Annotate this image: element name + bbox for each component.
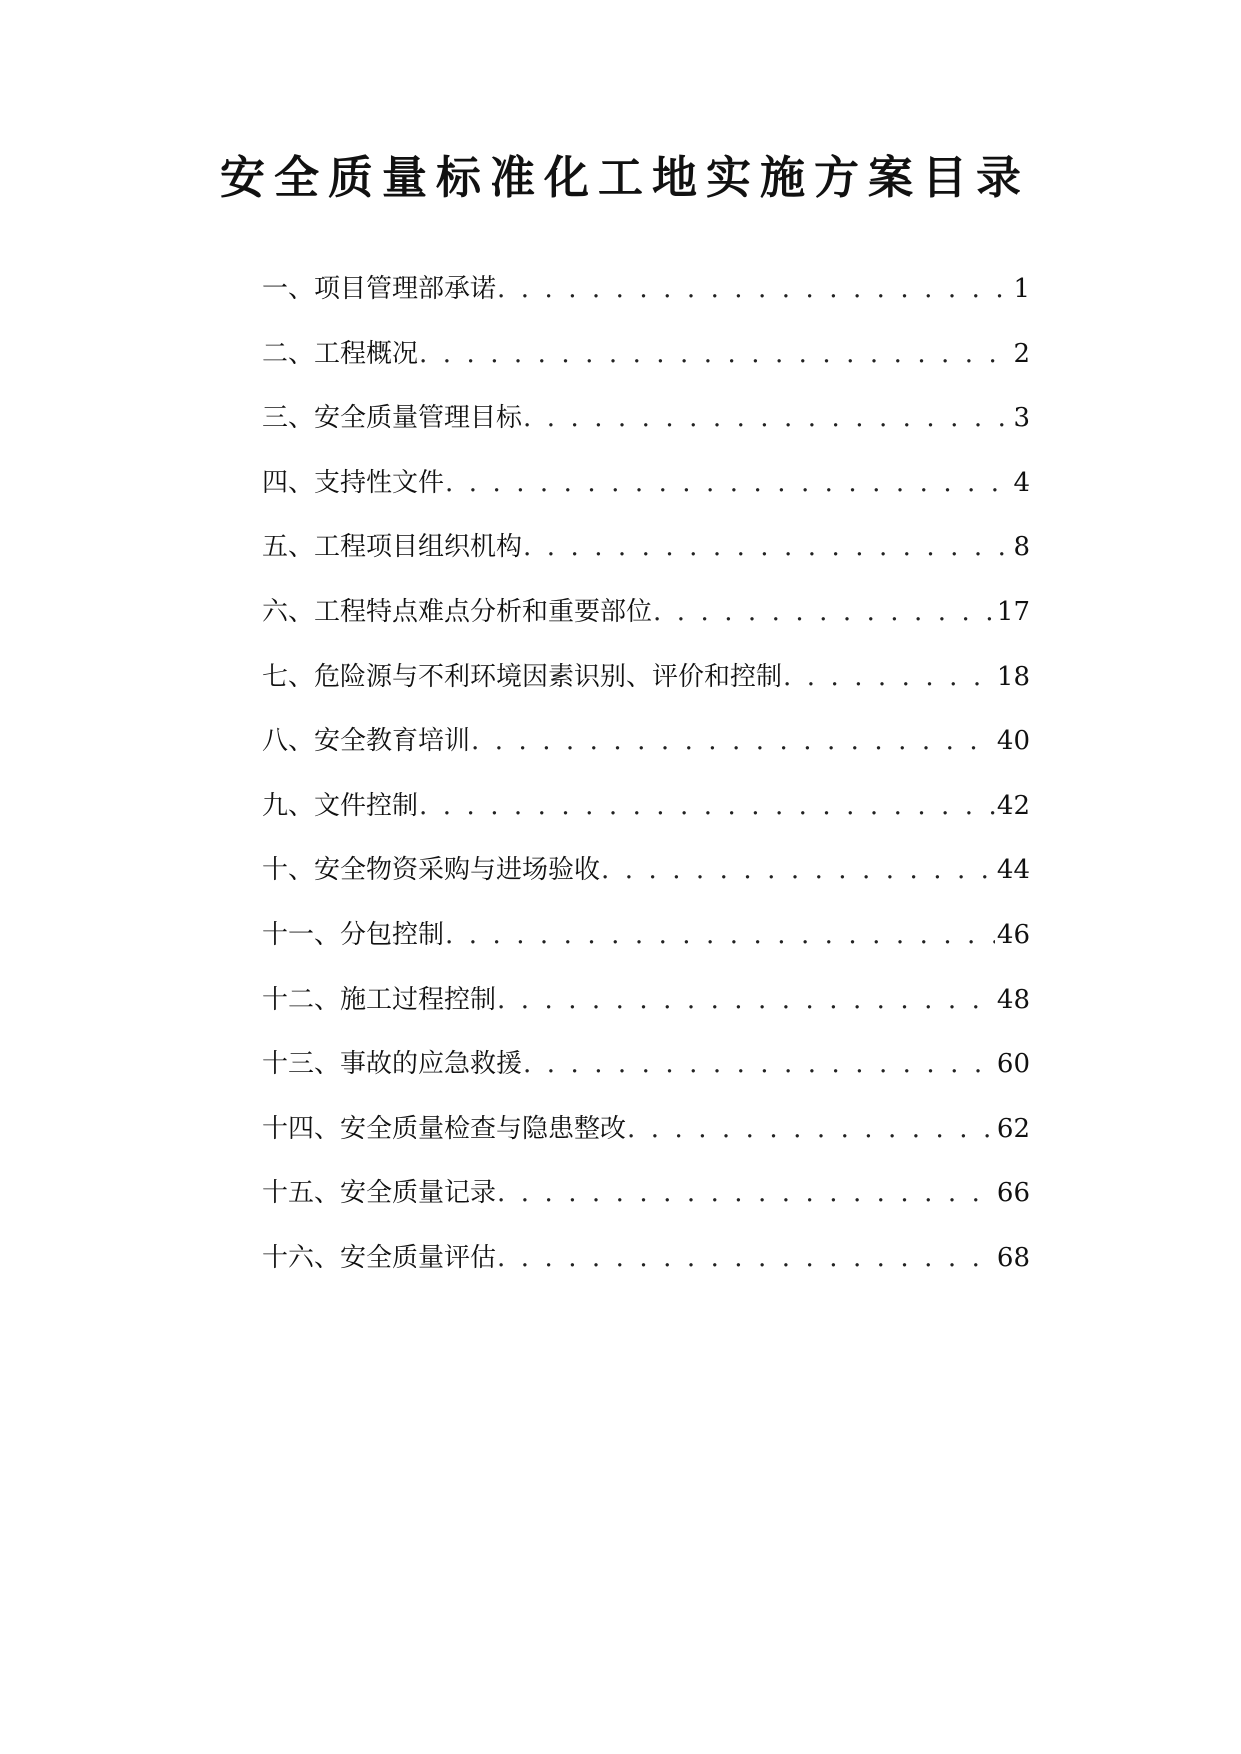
toc-dot-leader bbox=[497, 973, 995, 1027]
toc-dot-leader bbox=[783, 650, 995, 704]
toc-dot-leader bbox=[523, 1037, 995, 1091]
toc-dot-leader bbox=[653, 585, 995, 639]
toc-entry-label: 二、工程概况 bbox=[262, 338, 419, 369]
toc-entry-label: 九、文件控制 bbox=[262, 790, 419, 821]
toc-entry-label: 十五、安全质量记录 bbox=[262, 1178, 497, 1209]
toc-dot-leader bbox=[419, 779, 995, 833]
toc-dot-leader bbox=[471, 714, 995, 768]
toc-entry-page: 2 bbox=[1013, 338, 1030, 369]
toc-entry-page: 17 bbox=[996, 596, 1030, 627]
toc-entry-label: 十、安全物资采购与进场验收 bbox=[262, 855, 601, 886]
toc-entry-page: 40 bbox=[996, 726, 1030, 757]
toc-entry-page: 68 bbox=[996, 1242, 1030, 1273]
toc-entry[interactable] bbox=[262, 520, 1030, 585]
toc-entry-page: 3 bbox=[1013, 403, 1030, 434]
toc-entry[interactable] bbox=[262, 1037, 1030, 1102]
toc-entry-label: 三、安全质量管理目标 bbox=[262, 403, 523, 434]
toc-dot-leader bbox=[627, 1102, 995, 1156]
toc-entry-label: 六、工程特点难点分析和重要部位 bbox=[262, 596, 653, 627]
toc-dot-leader bbox=[419, 327, 1011, 381]
toc-entry[interactable] bbox=[262, 1166, 1030, 1231]
toc-entry-label: 十四、安全质量检查与隐患整改 bbox=[262, 1113, 627, 1144]
toc-entry-page: 18 bbox=[996, 661, 1030, 692]
toc-entry-page: 1 bbox=[1013, 274, 1030, 304]
document-title: 安全质量标准化工地实施方案目录 bbox=[219, 151, 1030, 204]
toc-entry-page: 66 bbox=[996, 1178, 1030, 1209]
toc-entry-label: 七、危险源与不利环境因素识别、评价和控制 bbox=[262, 661, 783, 692]
toc-entry-label: 八、安全教育培训 bbox=[262, 726, 471, 757]
toc-entry[interactable] bbox=[262, 843, 1030, 908]
toc-entry[interactable] bbox=[262, 714, 1030, 779]
toc-entry-label: 五、工程项目组织机构 bbox=[262, 532, 523, 563]
toc-entry[interactable] bbox=[262, 456, 1030, 521]
toc-dot-leader bbox=[523, 391, 1011, 445]
toc-entry[interactable] bbox=[262, 585, 1030, 650]
toc-dot-leader bbox=[601, 843, 995, 897]
toc-entry-page: 48 bbox=[996, 984, 1030, 1015]
toc-entry-label: 十三、事故的应急救援 bbox=[262, 1049, 523, 1080]
toc-entry-page: 42 bbox=[996, 790, 1030, 821]
toc-dot-leader bbox=[497, 1166, 995, 1220]
toc-entry-page: 4 bbox=[1013, 467, 1030, 498]
toc-dot-leader bbox=[497, 1231, 995, 1285]
toc-entry-label: 四、支持性文件 bbox=[262, 467, 445, 498]
toc-entry[interactable] bbox=[262, 262, 1030, 327]
toc-entry-page: 8 bbox=[1013, 532, 1030, 563]
toc-entry[interactable] bbox=[262, 650, 1030, 715]
toc-entry-page: 62 bbox=[996, 1113, 1030, 1144]
toc-dot-leader bbox=[523, 520, 1011, 574]
toc-entry-page: 44 bbox=[996, 855, 1030, 886]
toc-dot-leader bbox=[445, 908, 995, 962]
toc-entry[interactable] bbox=[262, 779, 1030, 844]
toc-entry-label: 十一、分包控制 bbox=[262, 919, 445, 950]
toc-entry-page: 46 bbox=[996, 919, 1030, 950]
table-of-contents bbox=[262, 262, 1030, 1296]
toc-entry[interactable] bbox=[262, 391, 1030, 456]
toc-entry-page: 60 bbox=[996, 1049, 1030, 1080]
toc-entry[interactable] bbox=[262, 327, 1030, 392]
toc-entry-label: 十六、安全质量评估 bbox=[262, 1242, 497, 1273]
toc-entry-label: 十二、施工过程控制 bbox=[262, 984, 497, 1015]
toc-entry[interactable] bbox=[262, 1102, 1030, 1167]
toc-entry[interactable] bbox=[262, 1231, 1030, 1296]
toc-dot-leader bbox=[445, 456, 1011, 510]
toc-entry-label: 一、项目管理部承诺 bbox=[262, 274, 497, 304]
toc-entry[interactable] bbox=[262, 908, 1030, 973]
toc-dot-leader bbox=[497, 262, 1011, 316]
toc-entry[interactable] bbox=[262, 973, 1030, 1038]
